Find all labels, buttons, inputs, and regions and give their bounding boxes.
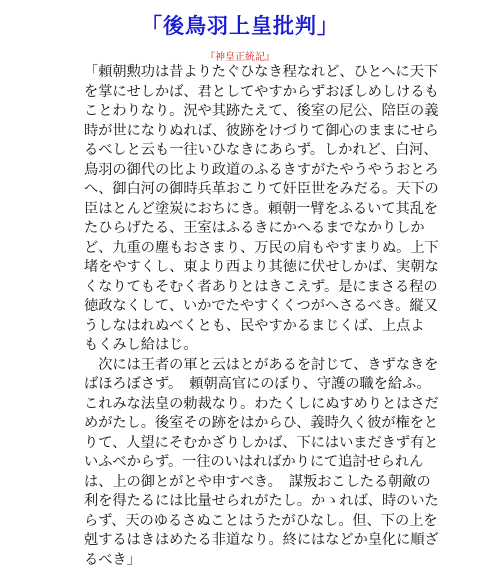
passage-line: を掌にせしかば、君としてやすからずおぼしめしけるも bbox=[84, 83, 404, 103]
passage-line: めがたし。後室その跡をはからひ、義時久く彼が権をと bbox=[84, 414, 404, 434]
passage-line: ど、九重の塵もおさまり、万民の肩もやすまりぬ。上下 bbox=[84, 239, 404, 259]
passage-line: たひらげたる、王室はふるきにかへるまでなかりしか bbox=[84, 219, 404, 239]
passage-line: 臣はとんど塗炭におちにき。頼朝一臂をふるいて其乱を bbox=[84, 200, 404, 220]
passage-line: るべき」 bbox=[84, 551, 404, 570]
passage-line: これみな法皇の勅裁なり。わたくしにぬすめりとはさだ bbox=[84, 395, 404, 415]
passage-line: うしなはれぬべくとも、民やすかるまじくば、上点よ bbox=[84, 317, 404, 337]
passage-line: 剋するはきはめたる非道なり。終にはなどか皇化に順ざ bbox=[84, 531, 404, 551]
passage-line: 次には王者の軍と云はとがあるを討じて、きずなきを bbox=[84, 356, 404, 376]
document-title: 「後鳥羽上皇批判」 bbox=[0, 10, 480, 40]
source-citation: 『神皇正統記』 bbox=[0, 48, 480, 63]
passage-line: もくみし給はじ。 bbox=[84, 336, 404, 356]
quoted-passage bbox=[84, 63, 404, 570]
passage-line: は、上の御とがとや申すべき。 謀叛おこしたる朝敵の bbox=[84, 473, 404, 493]
passage-line: 「頼朝勲功は昔よりたぐひなき程なれど、ひとへに天下 bbox=[84, 63, 404, 83]
passage-line: りて、人望にそむかざりしかば、下にはいまだきず有と bbox=[84, 434, 404, 454]
passage-line: へ、御白河の御時兵革おこりて奸臣世をみだる。天下の bbox=[84, 180, 404, 200]
passage-line: るべしと云も一往いひなきにあらず。しかれど、白河、 bbox=[84, 141, 404, 161]
passage-line: ことわりなり。況や其跡たえて、後室の尼公、陪臣の義 bbox=[84, 102, 404, 122]
passage-line: いふべからず。一往のいはればかりにて追討せられん bbox=[84, 453, 404, 473]
passage-line: くなりてもそむく者ありとはきこえず。是にまさる程の bbox=[84, 278, 404, 298]
passage-line: 堵をやすくし、東より西より其徳に伏せしかば、実朝な bbox=[84, 258, 404, 278]
passage-line: 徳政なくして、いかでたやすくくつがへさるべき。縦又 bbox=[84, 297, 404, 317]
passage-line: 鳥羽の御代の比より政道のふるきすがたやうやうおとろ bbox=[84, 161, 404, 181]
passage-line: らず、天のゆるさぬことはうたがひなし。但、下の上を bbox=[84, 512, 404, 532]
passage-line: ばほろぼさず。 頼朝高官にのぼり、守護の職を給ふ。 bbox=[84, 375, 404, 395]
passage-line: 利を得たるには比量せられがたし。かゝれば、時のいた bbox=[84, 492, 404, 512]
passage-line: 時が世になりぬれば、彼跡をけづりて御心のままにせら bbox=[84, 122, 404, 142]
